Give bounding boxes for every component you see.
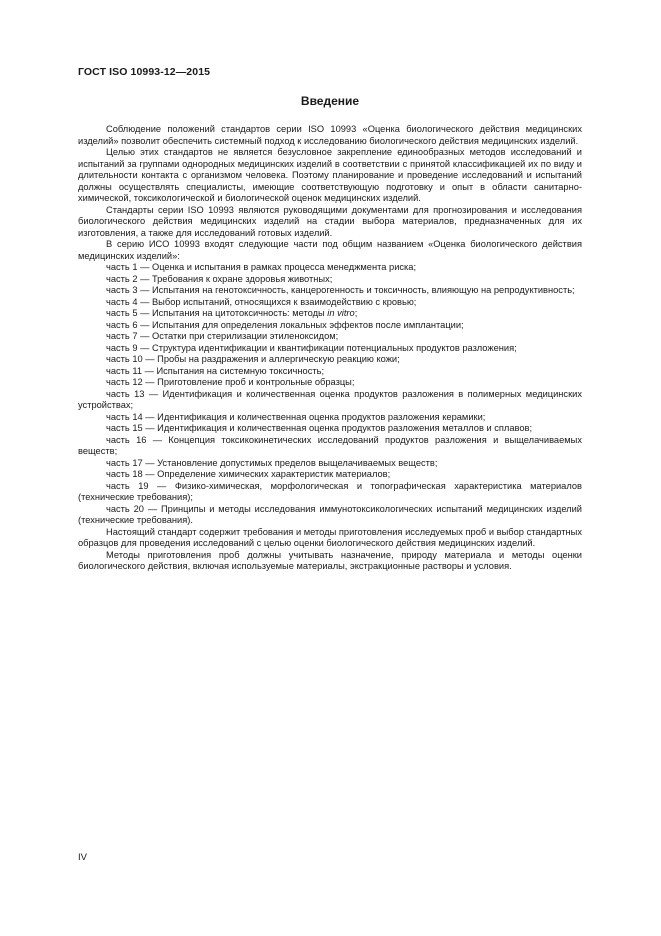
part-item-9: часть 9 — Структура идентификации и квантификации потенциальных продуктов разложения; xyxy=(106,342,517,353)
paragraph-closing-1: Настоящий стандарт содержит требования и методы приготовления исследуемых проб и выбор стандартных образцов для проведения исследований с целью оценки биологического действия медицинских изделий. xyxy=(78,526,582,548)
part-item-11: часть 11 — Испытания на системную токсичность; xyxy=(106,365,325,376)
part-item-12: часть 12 — Приготовление проб и контрольные образцы; xyxy=(106,377,355,387)
part-5-italic: in vitro xyxy=(327,308,355,318)
paragraph-intro-1: Соблюдение положений стандартов серии ISO 10993 «Оценка биологического действия медицинских изделий» позволит обеспечить системный подход к исследованию биологического действия медицинских изделий. xyxy=(78,124,582,146)
part-item-16: часть 16 — Концепция токсикокинетических исследований продуктов разложения и выщелачиваемых веществ; xyxy=(78,434,582,456)
part-item-2: часть 2 — Требования к охране здоровья животных; xyxy=(106,273,333,284)
part-item-18: часть 18 — Определение химических характеристик материалов; xyxy=(106,469,391,479)
section-title: Введение xyxy=(300,94,360,108)
part-item-13: часть 13 — Идентификация и количественная оценка продуктов разложения в полимерных медицинских устройствах; xyxy=(78,388,582,410)
paragraph-intro-2: Целью этих стандартов не является безусловное закрепление единообразных методов исследований и испытаний за группами однородных медицинских изделий в соответствии с принятой классификацией их по виду и длительности контакта с организмом человека. Поэтому планирование и проведение исследований и испытаний должны осуществлять специалисты, имеющие соответствующую подготовку и опыт в области санитарно-химической, токсикологической и биологической оценок медицинских изделий. xyxy=(78,147,582,203)
part-item-19: часть 19 — Физико-химическая, морфологическая и топографическая характеристика материалов (технические требования); xyxy=(78,480,582,502)
part-item-4: часть 4 — Выбор испытаний, относящихся к взаимодействию с кровью; xyxy=(106,296,417,307)
document-code: ГОСТ ISO 10993-12—2015 xyxy=(78,66,211,78)
part-item-3: часть 3 — Испытания на генотоксичность, канцерогенность и токсичность, влияющую на репродуктивность; xyxy=(106,285,575,295)
paragraph-closing-2: Методы приготовления проб должны учитывать назначение, природу материала и методы оценки биологического действия, включая используемые материалы, экстракционные растворы и условия. xyxy=(78,549,582,571)
part-item-15: часть 15 — Идентификация и количественная оценка продуктов разложения металлов и сплавов; xyxy=(106,423,533,433)
part-item-20: часть 20 — Принципы и методы исследования иммунотоксикологических испытаний медицинских изделий (технические требования). xyxy=(78,503,582,525)
document-body xyxy=(78,124,582,573)
part-item-10: часть 10 — Пробы на раздражения и аллергическую реакцию кожи; xyxy=(106,354,400,364)
part-5-suffix: ; xyxy=(354,308,358,318)
page-number: IV xyxy=(78,852,87,863)
paragraph-intro-3: Стандарты серии ISO 10993 являются руководящими документами для прогнозирования и исследования биологического действия медицинских изделий на стадии выбора материалов, предназначенных для их изготовления, а также для исследований готовых изделий. xyxy=(78,204,582,238)
part-item-1: часть 1 — Оценка и испытания в рамках процесса менеджмента риска; xyxy=(106,262,417,272)
part-item-7: часть 7 — Остатки при стерилизации этиленоксидом; xyxy=(106,331,339,341)
paragraph-intro-4: В серию ИСО 10993 входят следующие части под общим названием «Оценка биологического действия медицинских изделий»: xyxy=(78,239,582,261)
part-item-17: часть 17 — Установление допустимых пределов выщелачиваемых веществ; xyxy=(106,457,438,468)
part-item-14: часть 14 — Идентификация и количественная оценка продуктов разложения керамики; xyxy=(106,411,486,422)
part-5-prefix: часть 5 — Испытания на цитотоксичность: методы xyxy=(106,308,328,318)
part-item-5 xyxy=(78,308,582,320)
part-item-6: часть 6 — Испытания для определения локальных эффектов после имплантации; xyxy=(106,319,464,330)
